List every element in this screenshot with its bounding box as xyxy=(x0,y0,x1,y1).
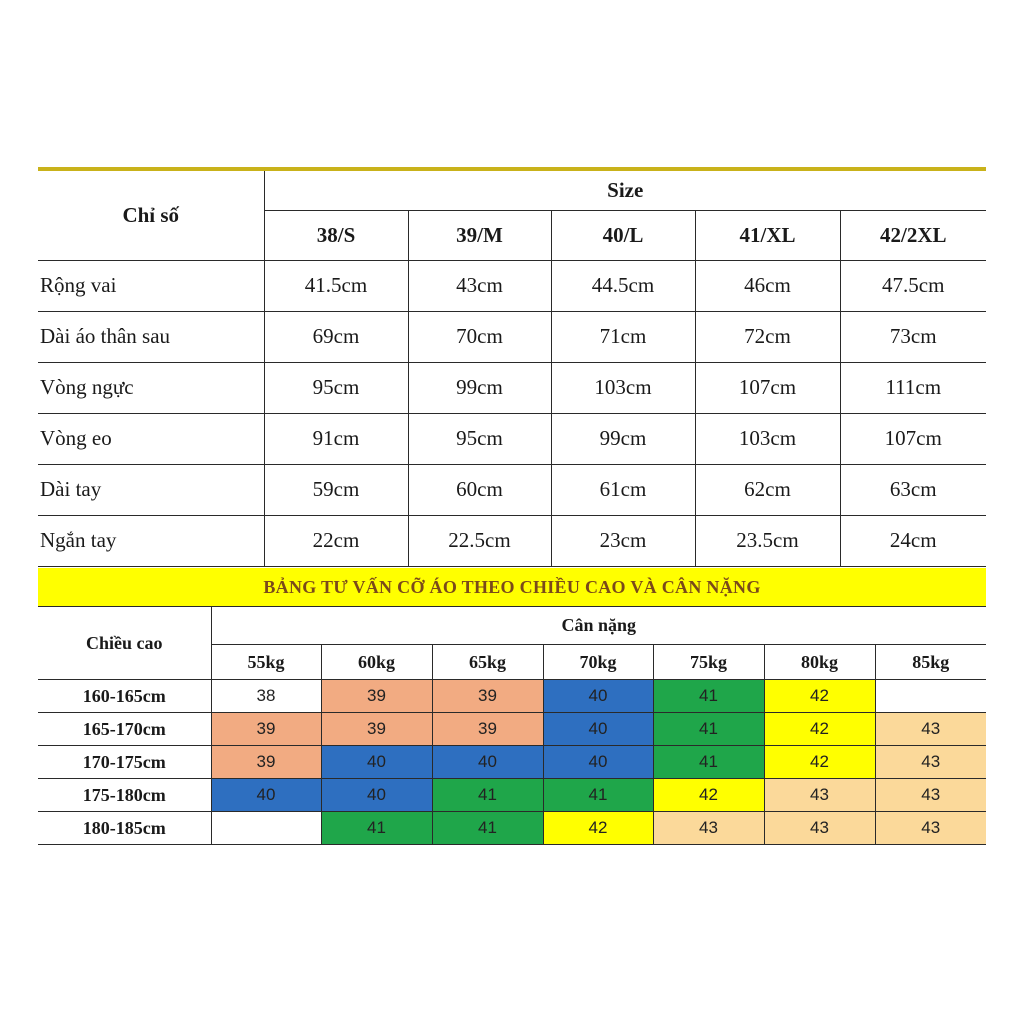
size-table xyxy=(38,171,986,567)
measure-value: 99cm xyxy=(551,413,695,464)
size-advice-cell: 40 xyxy=(211,779,321,812)
measure-value: 61cm xyxy=(551,464,695,515)
size-advice-cell: 42 xyxy=(764,680,875,713)
height-label: 175-180cm xyxy=(38,779,211,812)
measure-value: 23cm xyxy=(551,515,695,566)
measure-value: 103cm xyxy=(551,362,695,413)
measure-value: 47.5cm xyxy=(840,260,986,311)
measure-label: Dài tay xyxy=(38,464,264,515)
measure-label: Vòng ngực xyxy=(38,362,264,413)
measure-label: Ngắn tay xyxy=(38,515,264,566)
size-advice-cell: 43 xyxy=(875,713,986,746)
weight-header: 55kg xyxy=(211,645,321,680)
height-header: Chiều cao xyxy=(38,607,211,680)
size-row xyxy=(38,515,986,566)
size-row xyxy=(38,311,986,362)
measure-label: Dài áo thân sau xyxy=(38,311,264,362)
size-advice-cell: 41 xyxy=(653,680,764,713)
weight-header: 70kg xyxy=(543,645,653,680)
size-advice-cell: 41 xyxy=(432,812,543,845)
size-row xyxy=(38,464,986,515)
height-label: 160-165cm xyxy=(38,680,211,713)
size-advice-cell: 39 xyxy=(211,713,321,746)
size-advice-cell: 41 xyxy=(653,746,764,779)
size-advice-cell: 43 xyxy=(653,812,764,845)
measure-value: 59cm xyxy=(264,464,408,515)
measure-value: 22.5cm xyxy=(408,515,551,566)
size-header: 39/M xyxy=(408,210,551,260)
measure-value: 62cm xyxy=(695,464,840,515)
size-advice-cell: 41 xyxy=(543,779,653,812)
measure-value: 103cm xyxy=(695,413,840,464)
measure-value: 69cm xyxy=(264,311,408,362)
advice-row xyxy=(38,812,986,845)
weight-header: 85kg xyxy=(875,645,986,680)
advice-row xyxy=(38,680,986,713)
measure-value: 95cm xyxy=(264,362,408,413)
size-advice-cell: 39 xyxy=(211,746,321,779)
measure-label: Rộng vai xyxy=(38,260,264,311)
measure-value: 60cm xyxy=(408,464,551,515)
size-advice-cell: 43 xyxy=(875,812,986,845)
weight-header: 75kg xyxy=(653,645,764,680)
size-advice-cell: 41 xyxy=(321,812,432,845)
size-advice-cell: 38 xyxy=(211,680,321,713)
size-advice-cell: 39 xyxy=(321,680,432,713)
size-advice-cell: 40 xyxy=(543,680,653,713)
height-label: 180-185cm xyxy=(38,812,211,845)
size-header: 41/XL xyxy=(695,210,840,260)
size-row xyxy=(38,362,986,413)
measure-value: 91cm xyxy=(264,413,408,464)
measure-value: 63cm xyxy=(840,464,986,515)
measure-value: 43cm xyxy=(408,260,551,311)
height-label: 170-175cm xyxy=(38,746,211,779)
size-advice-cell xyxy=(875,680,986,713)
measure-value: 70cm xyxy=(408,311,551,362)
advice-row xyxy=(38,713,986,746)
measure-value: 72cm xyxy=(695,311,840,362)
size-group-header: Size xyxy=(264,171,986,210)
size-advice-cell xyxy=(211,812,321,845)
measure-value: 111cm xyxy=(840,362,986,413)
size-advice-cell: 39 xyxy=(321,713,432,746)
weight-header: 80kg xyxy=(764,645,875,680)
measure-value: 71cm xyxy=(551,311,695,362)
measure-value: 95cm xyxy=(408,413,551,464)
size-advice-cell: 40 xyxy=(432,746,543,779)
size-advice-cell: 43 xyxy=(875,746,986,779)
measure-value: 44.5cm xyxy=(551,260,695,311)
size-advice-cell: 42 xyxy=(764,746,875,779)
size-advice-cell: 39 xyxy=(432,713,543,746)
weight-header: 60kg xyxy=(321,645,432,680)
size-advice-cell: 40 xyxy=(543,746,653,779)
measure-value: 73cm xyxy=(840,311,986,362)
size-advice-cell: 41 xyxy=(432,779,543,812)
measure-value: 107cm xyxy=(840,413,986,464)
measure-value: 22cm xyxy=(264,515,408,566)
advice-table xyxy=(38,606,986,845)
size-advice-cell: 42 xyxy=(653,779,764,812)
advice-row xyxy=(38,746,986,779)
size-advice-cell: 43 xyxy=(764,779,875,812)
size-row xyxy=(38,260,986,311)
weight-header: 65kg xyxy=(432,645,543,680)
size-advice-cell: 43 xyxy=(875,779,986,812)
measure-value: 46cm xyxy=(695,260,840,311)
advice-title-banner: BẢNG TƯ VẤN CỠ ÁO THEO CHIỀU CAO VÀ CÂN NẶNG xyxy=(38,568,986,606)
measure-value: 24cm xyxy=(840,515,986,566)
measure-value: 23.5cm xyxy=(695,515,840,566)
size-advice-cell: 43 xyxy=(764,812,875,845)
measure-value: 99cm xyxy=(408,362,551,413)
size-advice-cell: 40 xyxy=(543,713,653,746)
advice-row xyxy=(38,779,986,812)
size-header: 40/L xyxy=(551,210,695,260)
height-label: 165-170cm xyxy=(38,713,211,746)
measure-value: 107cm xyxy=(695,362,840,413)
size-advice-cell: 39 xyxy=(432,680,543,713)
size-row xyxy=(38,413,986,464)
size-advice-cell: 40 xyxy=(321,746,432,779)
measure-value: 41.5cm xyxy=(264,260,408,311)
size-advice-cell: 42 xyxy=(543,812,653,845)
size-advice-cell: 41 xyxy=(653,713,764,746)
size-header: 42/2XL xyxy=(840,210,986,260)
size-header: 38/S xyxy=(264,210,408,260)
weight-group-header: Cân nặng xyxy=(211,607,986,645)
measure-label: Vòng eo xyxy=(38,413,264,464)
size-advice-cell: 40 xyxy=(321,779,432,812)
size-label-header: Chỉ số xyxy=(38,171,264,260)
size-advice-cell: 42 xyxy=(764,713,875,746)
